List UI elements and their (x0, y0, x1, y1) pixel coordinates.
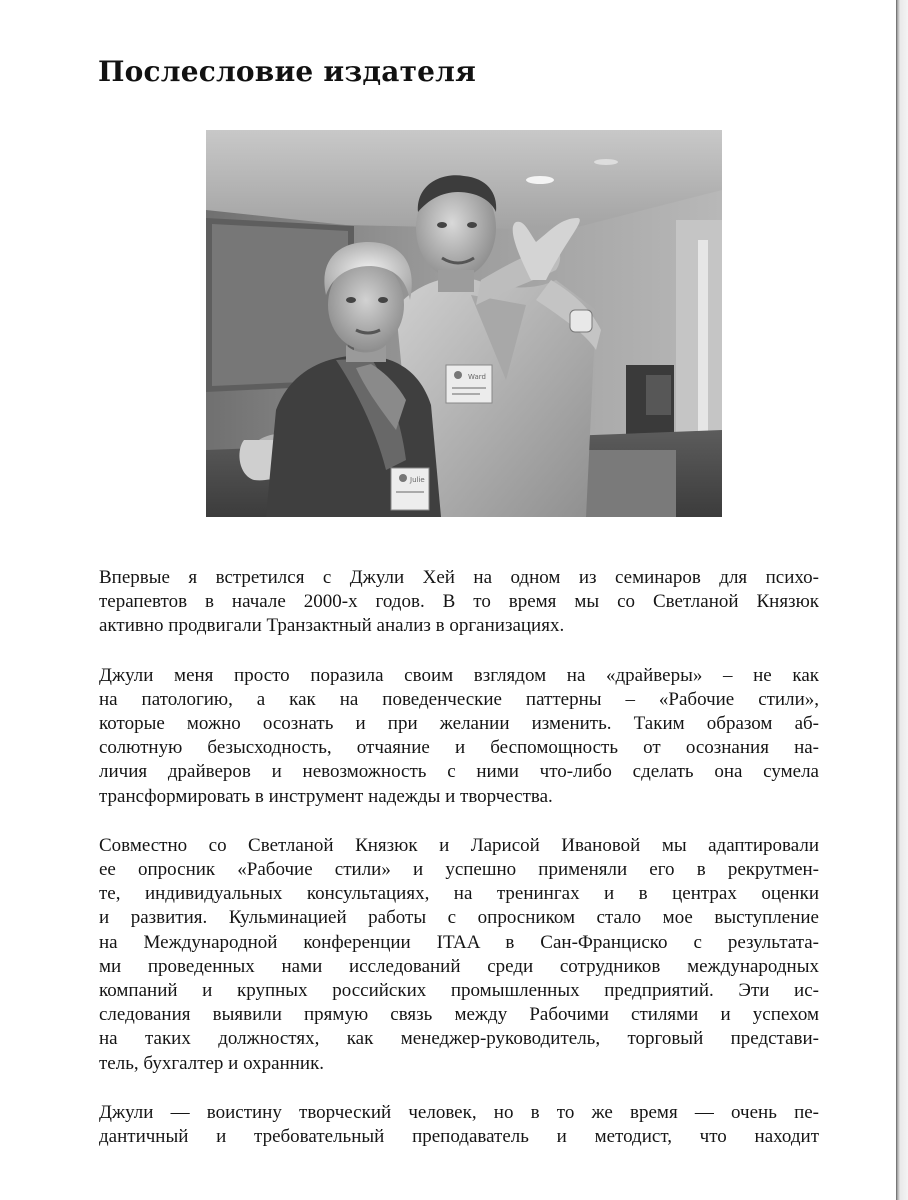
badge-woman: Julie (410, 476, 425, 484)
text-line: Впервые я встретился с Джули Хей на одном из семинаров для психо- (99, 567, 819, 588)
text-line: терапевтов в начале 2000-х годов. В то время мы со Светланой Князюк (99, 591, 819, 613)
photo-julie-hay (206, 130, 722, 517)
text-line: активно продвигали Транзактный анализ в организациях. (99, 615, 565, 637)
text-line: которые можно осознать и при желании изменить. Таким образом аб- (99, 713, 819, 735)
text-line: Джули — воистину творческий человек, но в то же время — очень пе- (99, 1101, 819, 1123)
text-line: ми проведенных нами исследований среди сотрудников международных (99, 955, 819, 977)
text-line: личия драйверов и невозможность с ними что-либо сделать она сумела (99, 761, 819, 783)
badge-man: Ward (468, 373, 486, 381)
text-line: следования выявили прямую связь между Рабочими стилями и успехом (99, 1004, 819, 1026)
text-line: ее опросник «Рабочие стили» и успешно применяли его в рекрутмен- (99, 859, 819, 881)
paragraph-4 (99, 1101, 819, 1149)
text-line: на патологию, а как на поведенческие паттерны – «Рабочие стили», (99, 688, 819, 710)
text-line: на Международной конференции ITAA в Сан-Франциско с результата- (99, 931, 819, 953)
text-line: те, индивидуальных консультациях, на тренингах и в центрах оценки (99, 883, 819, 905)
paragraph-3 (99, 834, 819, 1076)
text-line: солютную безысходность, отчаяние и беспомощность от осознания на- (99, 737, 819, 759)
text-line: и развития. Кульминацией работы с опросником стало мое выступление (99, 907, 819, 929)
text-line: на таких должностях, как менеджер-руководитель, торговый представи- (99, 1028, 819, 1050)
text-line: дантичный и требовательный преподаватель и методист, что находит (99, 1126, 819, 1148)
page-edge (896, 0, 908, 1200)
page-title: Послесловие издателя (98, 55, 477, 88)
text-line: тель, бухгалтер и охранник. (99, 1052, 325, 1074)
text-line: компаний и крупных российских промышленных предприятий. Эти ис- (99, 980, 819, 1002)
text-line: Совместно со Светланой Князюк и Ларисой Ивановой мы адаптировали (99, 834, 819, 856)
paragraph-2 (99, 664, 819, 809)
text-line: трансформировать в инструмент надежды и творчества. (99, 785, 553, 807)
paragraph-1 (99, 566, 819, 639)
article-body (99, 566, 819, 1174)
text-line: Джули меня просто поразила своим взглядом на «драйверы» – не как (99, 664, 819, 686)
